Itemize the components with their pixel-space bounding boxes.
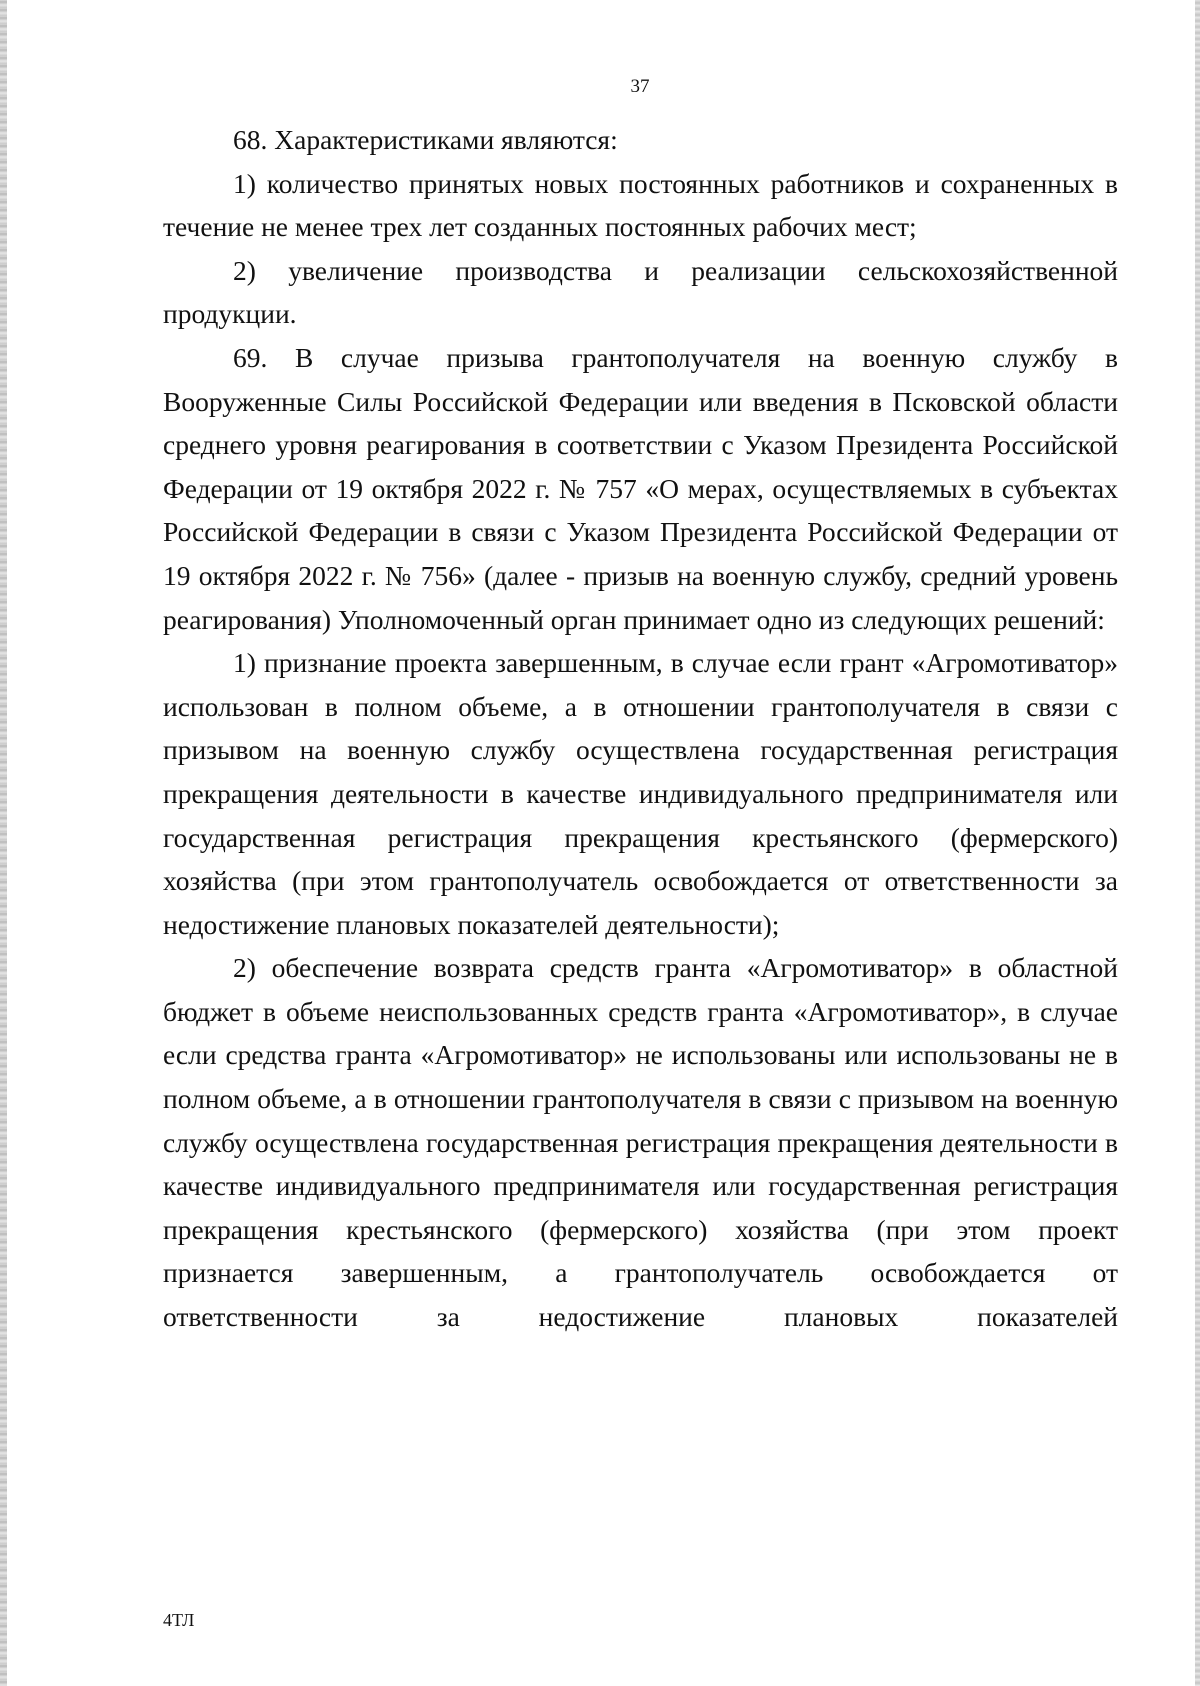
scan-edge-right <box>1195 0 1200 1686</box>
page-number: 37 <box>630 76 650 97</box>
paragraph-69-intro: 69. В случае призыва грантополучателя на военную службу в Вооруженные Силы Российской Федерации или введения в Псковской области среднего уровня реагирования в соответствии с Указом Президента Российской Федерации от 19 октября 2022 г. № 757 «О мерах, осуществляемых в субъектах Российской Федерации в связи с Указом Президента Российской Федерации от 19 октября 2022 г. № 756» (далее - призыв на военную службу, средний уровень реагирования) Уполномоченный орган принимает одно из следующих решений: <box>163 341 1118 635</box>
footer-code: 4ТЛ <box>163 1610 195 1630</box>
document-body <box>163 118 1118 1339</box>
paragraph-69-item-1: 1) признание проекта завершенным, в случае если грант «Агромотиватор» использован в полном объеме, а в отношении грантополучателя в связи с призывом на военную службу осуществлена государственная регистрация прекращения деятельности в качестве индивидуального предпринимателя или государственная регистрация прекращения крестьянского (фермерского) хозяйства (при этом грантополучатель освобождается от ответственности за недостижение плановых показателей деятельности); <box>163 647 1118 940</box>
scan-edge-left <box>0 0 7 1686</box>
paragraph-68-item-1: 1) количество принятых новых постоянных работников и сохраненных в течение не менее трех лет созданных постоянных рабочих мест; <box>163 167 1118 243</box>
paragraph-68-heading: 68. Характеристиками являются: <box>233 124 618 155</box>
paragraph-69-item-2: 2) обеспечение возврата средств гранта «Агромотиватор» в областной бюджет в объеме неиспользованных средств гранта «Агромотиватор», в случае если средства гранта «Агромотиватор» не использованы или использованы не в полном объеме, а в отношении грантополучателя в связи с призывом на военную службу осуществлена государственная регистрация прекращения деятельности в качестве индивидуального предпринимателя или государственная регистрация прекращения крестьянского (фермерского) хозяйства (при этом проект признается завершенным, а грантополучатель освобождается от ответственности за недостижение плановых показателей <box>163 952 1118 1333</box>
paragraph-68-item-2: 2) увеличение производства и реализации сельскохозяйственной продукции. <box>163 254 1118 330</box>
